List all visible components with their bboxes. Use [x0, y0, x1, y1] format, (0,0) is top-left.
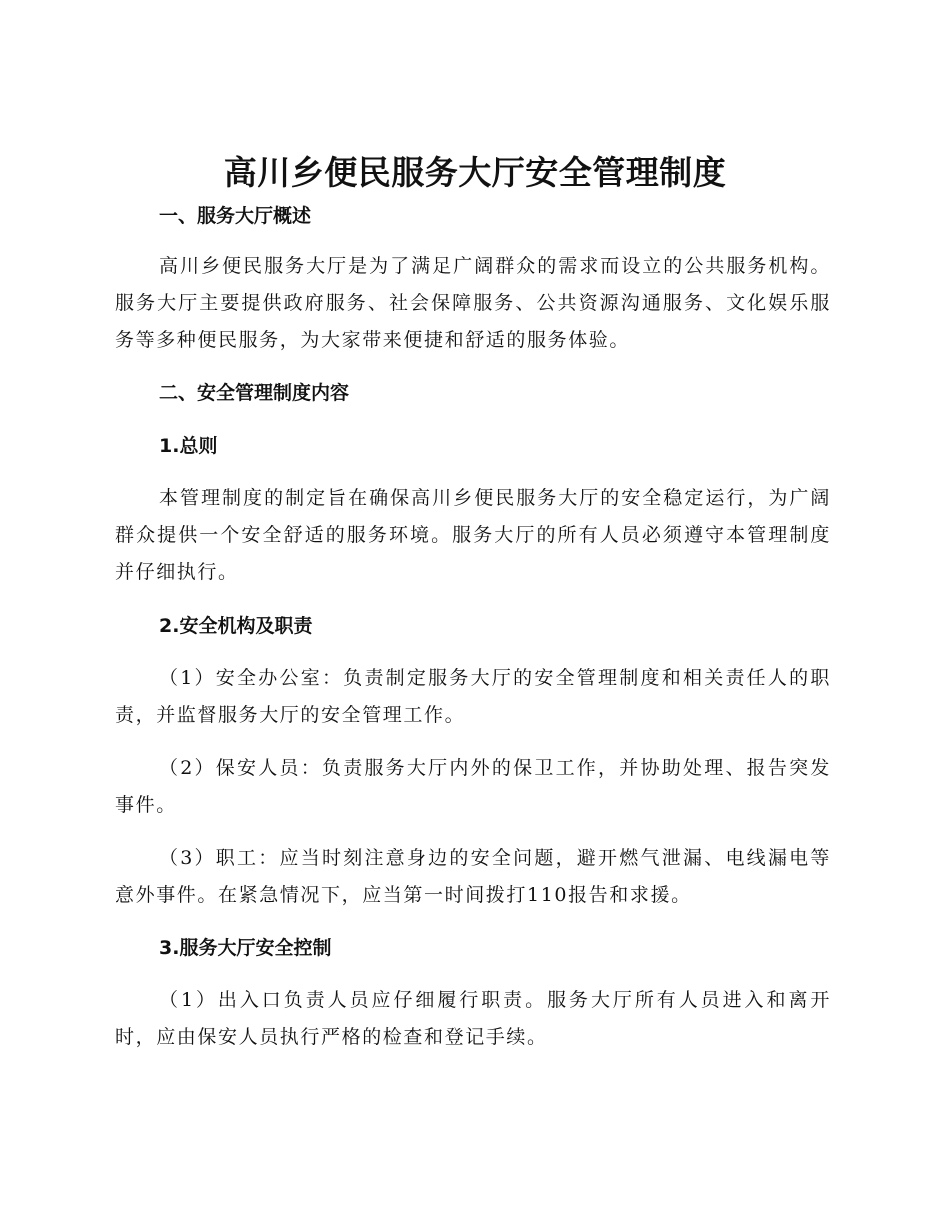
list-item-safety-office: （1）安全办公室：负责制定服务大厅的安全管理制度和相关责任人的职责，并监督服务大厅的安全管理工作。: [115, 667, 831, 726]
list-item-employees: （3）职工：应当时刻注意身边的安全问题，避开燃气泄漏、电线漏电等意外事件。在紧急情况下，应当第一时间拨打110报告和求援。: [115, 847, 831, 906]
subheading-safety-organization: 2.安全机构及职责: [159, 615, 313, 637]
subheading-hall-safety-control: 3.服务大厅安全控制: [159, 937, 332, 959]
section-heading-overview: 一、服务大厅概述: [159, 205, 312, 227]
list-item-security-staff: （2）保安人员：负责服务大厅内外的保卫工作，并协助处理、报告突发事件。: [115, 757, 831, 816]
paragraph-overview: 高川乡便民服务大厅是为了满足广阔群众的需求而设立的公共服务机构。服务大厅主要提供政府服务、社会保障服务、公共资源沟通服务、文化娱乐服务等多种便民服务，为大家带来便捷和舒适的服务体验。: [115, 255, 831, 351]
paragraph-general: 本管理制度的制定旨在确保高川乡便民服务大厅的安全稳定运行，为广阔群众提供一个安全舒适的服务环境。服务大厅的所有人员必须遵守本管理制度并仔细执行。: [115, 487, 831, 583]
list-item-entrance-control: （1）出入口负责人员应仔细履行职责。服务大厅所有人员进入和离开时，应由保安人员执行严格的检查和登记手续。: [115, 989, 831, 1048]
section-heading-rules: 二、安全管理制度内容: [159, 382, 350, 404]
subheading-general: 1.总则: [159, 435, 218, 457]
document-title: 高川乡便民服务大厅安全管理制度: [223, 153, 727, 192]
